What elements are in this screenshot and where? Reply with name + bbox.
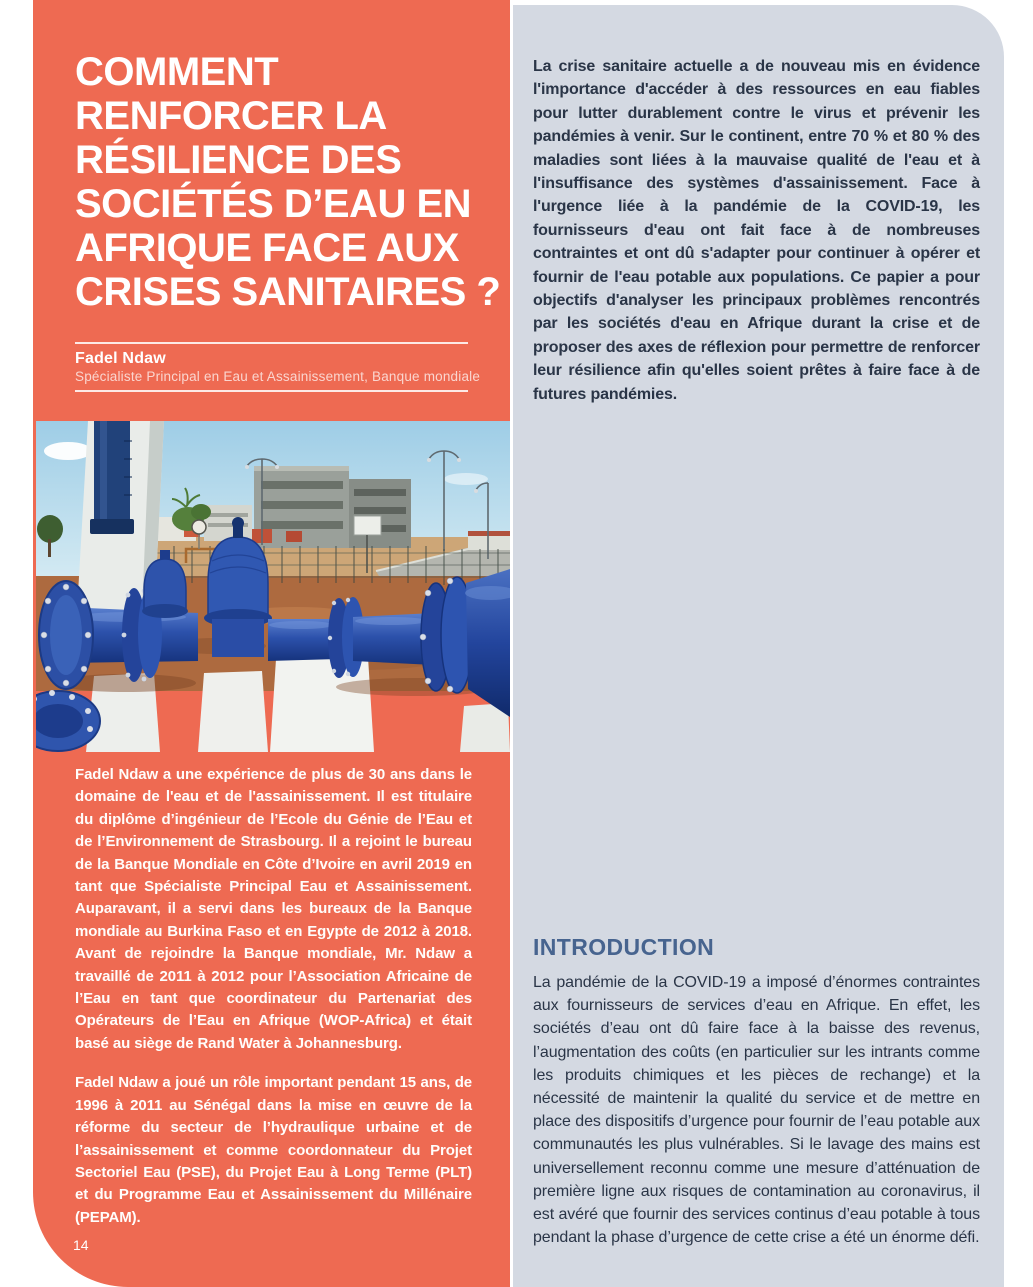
author-bio [75,764,472,1229]
bio-paragraph: Fadel Ndaw a une expérience de plus de 30 ans dans le domaine de l'eau et de l'assainissement. Il est titulaire du diplôme d’ingénieur de l’Ecole du Génie de l’Eau et de l’Environnement de Strasbourg. Il a rejoint le bureau de la Banque Mondiale en Côte d’Ivoire en avril 2019 en tant que Spécialiste Principal Eau et Assainissement. Auparavant, il a servi dans les bureaux de la Banque mondiale au Burkina Faso et en Egypte de 2012 à 2018. Avant de rejoindre la Banque mondiale, Mr. Ndaw a travaillé de 2011 à 2012 pour l’Association Africaine de l’Eau en tant que coordinateur du Partenariat des Opérateurs de l’Eau en Afrique (WOP-Africa) et était basé au siège de Rand Water à Johannesburg. [75,766,472,1052]
introduction-heading: INTRODUCTION [533,934,715,960]
right-content-panel [513,5,1004,1287]
bio-paragraph: Fadel Ndaw a joué un rôle important pendant 15 ans, de 1996 à 2011 au Sénégal dans la mise en œuvre de la réforme du secteur de l’hydraulique urbaine et de l’assainissement et comme coordonnateur du Projet Sectoriel Eau (PSE), du Projet Eau à Long Terme (PLT) et du Programme Eau et Assainissement du Millénaire (PEPAM). [75,1074,472,1226]
author-divider-top [75,342,468,344]
title-line: COMMENT [75,50,279,94]
abstract-paragraph: La crise sanitaire actuelle a de nouveau mis en évidence l'importance d'accéder à des ressources en eau fiables pour lutter durablement contre le virus et prévenir les pandémies à venir. Sur le continent, entre 70 % et 80 % des maladies sont liées à la mauvaise qualité de l'eau et à l'insuffisance des systèmes d'assainissement. Face à l'urgence liée à la pandémie de la COVID-19, les fournisseurs d'eau ont fait face à de nombreuses contraintes et ont dû s'adapter pour continuer à opérer et fournir de l'eau potable aux populations. Ce papier a pour objectifs d'analyser les principaux problèmes rencontrés par les sociétés d'eau en Afrique durant la crise et de proposer des axes de réflexion pour permettre de renforcer leur résilience afin qu'elles soient prêtes à faire face à de futures pandémies. [533,58,980,403]
author-name: Fadel Ndaw [75,350,166,367]
page-number: 14 [73,1237,89,1253]
author-role: Spécialiste Principal en Eau et Assainissement, Banque mondiale [75,369,481,384]
left-title-panel [33,0,510,1287]
page-title [75,50,507,314]
title-line: RÉSILIENCE DES [75,138,402,182]
water-pipes-photo [36,421,510,752]
introduction-paragraph: La pandémie de la COVID-19 a imposé d’énormes contraintes aux fournisseurs de services d’eau en Afrique. En effet, les sociétés d’eau ont dû faire face à la baisse des revenus, l’augmentation des coûts (en particulier sur les intrants comme les produits chimiques et les pièces de rechange) et la nécessité de maintenir la qualité du service et de mettre en place des dispositifs d’urgence pour fournir de l’eau potable aux communautés les plus vulnérables. Si le lavage des mains est universellement reconnu comme une mesure d’atténuation de première ligne aux risques de contamination au coronavirus, il est avéré que fournir des services continus d’eau potable à tous pendant la phase d’urgence de cette crise a été un énorme défi. [533,974,980,1247]
title-line: SOCIÉTÉS D’EAU EN [75,182,472,226]
title-line: RENFORCER LA [75,94,387,138]
title-line: CRISES SANITAIRES ? [75,270,501,314]
author-divider-bottom [75,390,468,392]
title-line: AFRIQUE FACE AUX [75,226,459,270]
